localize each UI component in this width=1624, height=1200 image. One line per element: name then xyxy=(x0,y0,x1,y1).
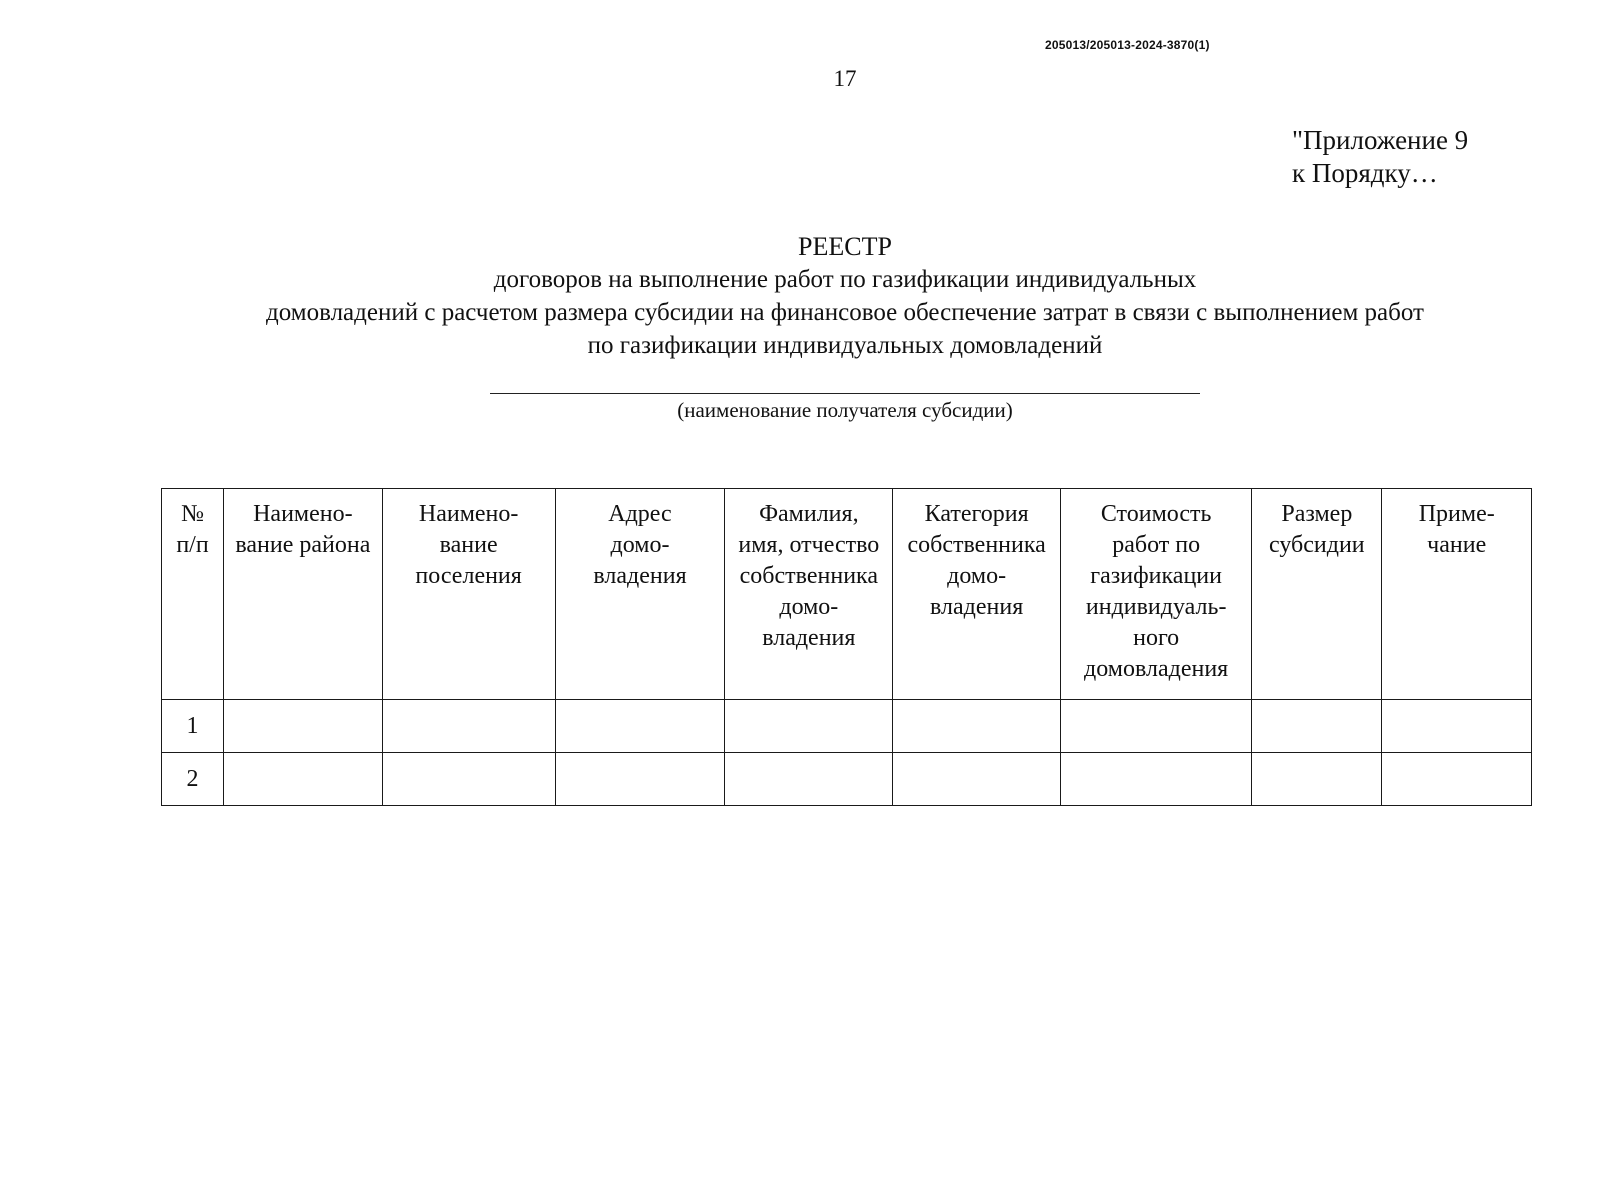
title-line-1: договоров на выполнение работ по газификации индивидуальных xyxy=(493,266,1197,293)
table-cell xyxy=(1382,700,1532,753)
header-line: чание xyxy=(1427,532,1487,558)
header-line: поселения xyxy=(415,563,522,589)
header-line: владения xyxy=(930,594,1024,620)
header-line: Фамилия, xyxy=(759,501,859,527)
header-line: владения xyxy=(593,563,687,589)
header-line: Размер xyxy=(1281,501,1353,527)
table-row xyxy=(162,753,1532,806)
table-cell: 2 xyxy=(162,753,224,806)
header-line: п/п xyxy=(176,532,209,558)
table-cell xyxy=(1382,753,1532,806)
column-header-settlement xyxy=(382,489,555,700)
table-cell: 1 xyxy=(162,700,224,753)
header-line: домовладения xyxy=(1084,656,1229,682)
recipient-caption: (наименование получателя субсидии) xyxy=(677,398,1013,422)
column-header-district xyxy=(224,489,383,700)
column-header-owner-name xyxy=(725,489,893,700)
header-line: газификации xyxy=(1090,563,1222,589)
table-header-row xyxy=(162,489,1532,700)
page-number: 17 xyxy=(833,66,857,91)
header-line: Приме- xyxy=(1418,501,1495,527)
column-header-note xyxy=(1382,489,1532,700)
column-header-number xyxy=(162,489,224,700)
header-line: Стоимость xyxy=(1100,501,1212,527)
table-cell xyxy=(224,700,383,753)
header-line: вание района xyxy=(235,532,371,558)
table-cell xyxy=(1252,700,1382,753)
table-cell xyxy=(1061,700,1252,753)
appendix-reference xyxy=(1292,124,1468,190)
table-cell xyxy=(555,700,725,753)
header-line: домо- xyxy=(779,594,839,620)
title-heading: РЕЕСТР xyxy=(798,232,892,261)
header-line: домо- xyxy=(610,532,670,558)
header-line: Наимено- xyxy=(418,501,519,527)
document-title xyxy=(160,230,1530,362)
header-line: имя, отчество xyxy=(738,532,880,558)
table-cell xyxy=(893,700,1061,753)
recipient-underline xyxy=(490,393,1200,394)
column-header-address xyxy=(555,489,725,700)
table-cell xyxy=(1252,753,1382,806)
header-line: собственника xyxy=(907,532,1046,558)
table-row xyxy=(162,700,1532,753)
table-cell xyxy=(382,753,555,806)
title-line-3: по газификации индивидуальных домовладений xyxy=(587,332,1103,359)
table-cell xyxy=(555,753,725,806)
appendix-line-1: "Приложение 9 xyxy=(1292,125,1469,155)
registry-table xyxy=(161,488,1532,806)
document-id: 205013/205013-2024-3870(1) xyxy=(1045,38,1210,52)
header-line: домо- xyxy=(947,563,1007,589)
header-line: Категория xyxy=(924,501,1029,527)
header-line: владения xyxy=(762,625,856,651)
header-line: вание xyxy=(439,532,498,558)
table-cell xyxy=(725,700,893,753)
column-header-cost xyxy=(1061,489,1252,700)
title-line-2: домовладений с расчетом размера субсидии на финансовое обеспечение затрат в связи с выполнением работ xyxy=(266,299,1424,326)
header-line: индивидуаль- xyxy=(1085,594,1227,620)
column-header-subsidy xyxy=(1252,489,1382,700)
table-cell xyxy=(1061,753,1252,806)
header-line: субсидии xyxy=(1269,532,1365,558)
table-cell xyxy=(893,753,1061,806)
header-line: Наимено- xyxy=(253,501,353,527)
appendix-line-2: к Порядку… xyxy=(1292,158,1438,188)
table-cell xyxy=(224,753,383,806)
header-line: Адрес xyxy=(608,501,672,527)
header-line: работ по xyxy=(1112,532,1201,558)
table-cell xyxy=(382,700,555,753)
header-line: собственника xyxy=(739,563,878,589)
column-header-owner-category xyxy=(893,489,1061,700)
header-line: № xyxy=(181,501,204,527)
table-cell xyxy=(725,753,893,806)
header-line: ного xyxy=(1133,625,1180,651)
